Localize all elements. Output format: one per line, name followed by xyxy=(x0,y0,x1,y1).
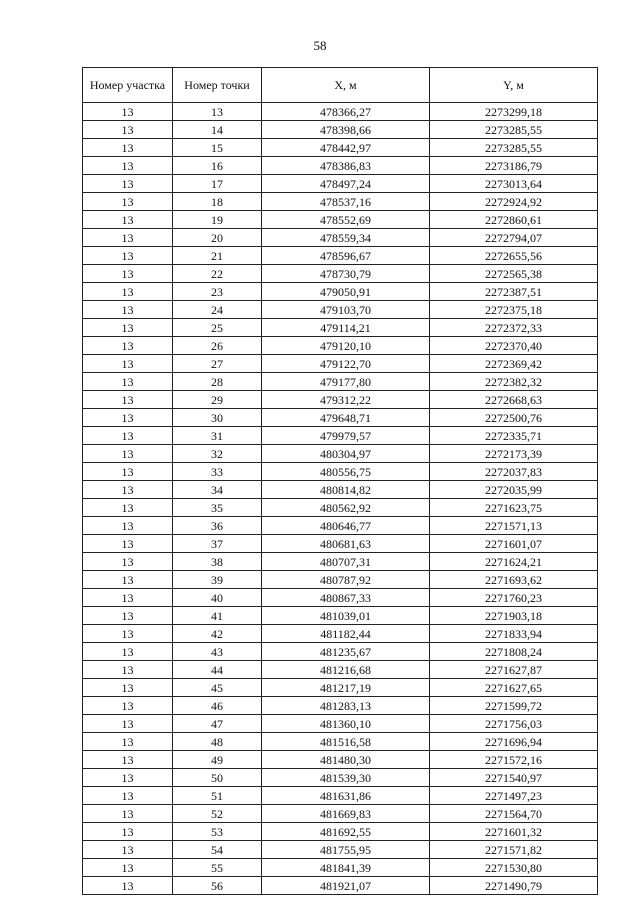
table-row xyxy=(83,661,598,679)
cell-point-number: 25 xyxy=(173,319,262,337)
table-row xyxy=(83,139,598,157)
cell-point-number: 48 xyxy=(173,733,262,751)
cell-x-coordinate: 479177,80 xyxy=(262,373,430,391)
cell-y-coordinate: 2271497,23 xyxy=(430,787,598,805)
cell-plot-number: 13 xyxy=(83,571,173,589)
cell-plot-number: 13 xyxy=(83,823,173,841)
table-row xyxy=(83,391,598,409)
cell-y-coordinate: 2271490,79 xyxy=(430,877,598,895)
cell-x-coordinate: 481217,19 xyxy=(262,679,430,697)
table-row xyxy=(83,157,598,175)
cell-plot-number: 13 xyxy=(83,409,173,427)
cell-point-number: 29 xyxy=(173,391,262,409)
cell-point-number: 46 xyxy=(173,697,262,715)
cell-y-coordinate: 2271760,23 xyxy=(430,589,598,607)
table-row xyxy=(83,193,598,211)
table-row xyxy=(83,499,598,517)
cell-x-coordinate: 481182,44 xyxy=(262,625,430,643)
table-body xyxy=(83,103,598,895)
cell-y-coordinate: 2271756,03 xyxy=(430,715,598,733)
table-row xyxy=(83,571,598,589)
table-row xyxy=(83,877,598,895)
table-row xyxy=(83,247,598,265)
cell-plot-number: 13 xyxy=(83,157,173,175)
cell-x-coordinate: 480814,82 xyxy=(262,481,430,499)
cell-y-coordinate: 2271903,18 xyxy=(430,607,598,625)
cell-y-coordinate: 2273186,79 xyxy=(430,157,598,175)
cell-plot-number: 13 xyxy=(83,211,173,229)
cell-x-coordinate: 481631,86 xyxy=(262,787,430,805)
cell-x-coordinate: 478497,24 xyxy=(262,175,430,193)
cell-y-coordinate: 2271624,21 xyxy=(430,553,598,571)
cell-plot-number: 13 xyxy=(83,301,173,319)
cell-plot-number: 13 xyxy=(83,769,173,787)
cell-y-coordinate: 2271571,82 xyxy=(430,841,598,859)
cell-y-coordinate: 2272372,33 xyxy=(430,319,598,337)
cell-point-number: 44 xyxy=(173,661,262,679)
header-point-number: Номер точки xyxy=(173,68,262,103)
cell-point-number: 39 xyxy=(173,571,262,589)
cell-plot-number: 13 xyxy=(83,787,173,805)
cell-plot-number: 13 xyxy=(83,175,173,193)
table-row xyxy=(83,769,598,787)
cell-plot-number: 13 xyxy=(83,877,173,895)
cell-y-coordinate: 2272565,38 xyxy=(430,265,598,283)
table-row xyxy=(83,751,598,769)
cell-x-coordinate: 478398,66 xyxy=(262,121,430,139)
cell-point-number: 40 xyxy=(173,589,262,607)
cell-x-coordinate: 480646,77 xyxy=(262,517,430,535)
cell-point-number: 36 xyxy=(173,517,262,535)
cell-plot-number: 13 xyxy=(83,319,173,337)
cell-plot-number: 13 xyxy=(83,499,173,517)
cell-point-number: 56 xyxy=(173,877,262,895)
cell-x-coordinate: 481692,55 xyxy=(262,823,430,841)
cell-y-coordinate: 2273013,64 xyxy=(430,175,598,193)
cell-plot-number: 13 xyxy=(83,751,173,769)
cell-x-coordinate: 481755,95 xyxy=(262,841,430,859)
table-row xyxy=(83,427,598,445)
cell-plot-number: 13 xyxy=(83,643,173,661)
cell-point-number: 45 xyxy=(173,679,262,697)
cell-x-coordinate: 478730,79 xyxy=(262,265,430,283)
cell-y-coordinate: 2271696,94 xyxy=(430,733,598,751)
table-row xyxy=(83,463,598,481)
cell-y-coordinate: 2271623,75 xyxy=(430,499,598,517)
cell-plot-number: 13 xyxy=(83,463,173,481)
cell-point-number: 16 xyxy=(173,157,262,175)
cell-y-coordinate: 2271627,87 xyxy=(430,661,598,679)
cell-x-coordinate: 481039,01 xyxy=(262,607,430,625)
cell-plot-number: 13 xyxy=(83,139,173,157)
table-row xyxy=(83,679,598,697)
cell-plot-number: 13 xyxy=(83,517,173,535)
table-row xyxy=(83,283,598,301)
table-row xyxy=(83,607,598,625)
cell-x-coordinate: 479050,91 xyxy=(262,283,430,301)
cell-point-number: 14 xyxy=(173,121,262,139)
cell-point-number: 51 xyxy=(173,787,262,805)
cell-x-coordinate: 478442,97 xyxy=(262,139,430,157)
cell-plot-number: 13 xyxy=(83,859,173,877)
cell-point-number: 22 xyxy=(173,265,262,283)
cell-x-coordinate: 479312,22 xyxy=(262,391,430,409)
cell-y-coordinate: 2271627,65 xyxy=(430,679,598,697)
cell-plot-number: 13 xyxy=(83,481,173,499)
cell-x-coordinate: 480304,97 xyxy=(262,445,430,463)
cell-point-number: 19 xyxy=(173,211,262,229)
table-row xyxy=(83,175,598,193)
cell-x-coordinate: 478596,67 xyxy=(262,247,430,265)
cell-x-coordinate: 481921,07 xyxy=(262,877,430,895)
cell-y-coordinate: 2272370,40 xyxy=(430,337,598,355)
table-row xyxy=(83,517,598,535)
cell-plot-number: 13 xyxy=(83,103,173,121)
cell-point-number: 47 xyxy=(173,715,262,733)
cell-plot-number: 13 xyxy=(83,445,173,463)
cell-point-number: 33 xyxy=(173,463,262,481)
cell-point-number: 20 xyxy=(173,229,262,247)
cell-plot-number: 13 xyxy=(83,247,173,265)
cell-point-number: 32 xyxy=(173,445,262,463)
cell-point-number: 43 xyxy=(173,643,262,661)
cell-plot-number: 13 xyxy=(83,733,173,751)
table-row xyxy=(83,643,598,661)
cell-y-coordinate: 2271540,97 xyxy=(430,769,598,787)
cell-y-coordinate: 2272668,63 xyxy=(430,391,598,409)
cell-y-coordinate: 2272387,51 xyxy=(430,283,598,301)
table-row xyxy=(83,805,598,823)
table-row xyxy=(83,535,598,553)
page-number: 58 xyxy=(313,38,327,53)
cell-y-coordinate: 2271601,07 xyxy=(430,535,598,553)
cell-point-number: 34 xyxy=(173,481,262,499)
header-plot-number: Номер участка xyxy=(83,68,173,103)
cell-point-number: 28 xyxy=(173,373,262,391)
cell-plot-number: 13 xyxy=(83,715,173,733)
table-row xyxy=(83,823,598,841)
cell-y-coordinate: 2273285,55 xyxy=(430,139,598,157)
cell-point-number: 18 xyxy=(173,193,262,211)
cell-y-coordinate: 2272794,07 xyxy=(430,229,598,247)
cell-plot-number: 13 xyxy=(83,697,173,715)
cell-plot-number: 13 xyxy=(83,805,173,823)
cell-plot-number: 13 xyxy=(83,391,173,409)
table-row xyxy=(83,697,598,715)
cell-x-coordinate: 478537,16 xyxy=(262,193,430,211)
table-row xyxy=(83,787,598,805)
cell-plot-number: 13 xyxy=(83,193,173,211)
cell-plot-number: 13 xyxy=(83,553,173,571)
cell-point-number: 41 xyxy=(173,607,262,625)
cell-y-coordinate: 2271599,72 xyxy=(430,697,598,715)
table-row xyxy=(83,859,598,877)
cell-y-coordinate: 2271564,70 xyxy=(430,805,598,823)
cell-x-coordinate: 481516,58 xyxy=(262,733,430,751)
cell-point-number: 38 xyxy=(173,553,262,571)
table-row xyxy=(83,481,598,499)
cell-point-number: 26 xyxy=(173,337,262,355)
cell-y-coordinate: 2272655,56 xyxy=(430,247,598,265)
cell-point-number: 54 xyxy=(173,841,262,859)
table-row xyxy=(83,319,598,337)
cell-point-number: 50 xyxy=(173,769,262,787)
cell-point-number: 37 xyxy=(173,535,262,553)
cell-y-coordinate: 2271601,32 xyxy=(430,823,598,841)
coordinates-table xyxy=(82,67,598,895)
cell-plot-number: 13 xyxy=(83,337,173,355)
cell-plot-number: 13 xyxy=(83,625,173,643)
table-row xyxy=(83,733,598,751)
cell-point-number: 35 xyxy=(173,499,262,517)
cell-plot-number: 13 xyxy=(83,229,173,247)
cell-y-coordinate: 2272173,39 xyxy=(430,445,598,463)
cell-x-coordinate: 478559,34 xyxy=(262,229,430,247)
cell-y-coordinate: 2271530,80 xyxy=(430,859,598,877)
cell-plot-number: 13 xyxy=(83,661,173,679)
cell-x-coordinate: 481283,13 xyxy=(262,697,430,715)
cell-x-coordinate: 479979,57 xyxy=(262,427,430,445)
cell-y-coordinate: 2272500,76 xyxy=(430,409,598,427)
cell-x-coordinate: 481216,68 xyxy=(262,661,430,679)
cell-x-coordinate: 479122,70 xyxy=(262,355,430,373)
cell-x-coordinate: 481360,10 xyxy=(262,715,430,733)
cell-x-coordinate: 480707,31 xyxy=(262,553,430,571)
cell-y-coordinate: 2272335,71 xyxy=(430,427,598,445)
cell-x-coordinate: 481480,30 xyxy=(262,751,430,769)
cell-x-coordinate: 478366,27 xyxy=(262,103,430,121)
cell-y-coordinate: 2272035,99 xyxy=(430,481,598,499)
table-row xyxy=(83,103,598,121)
cell-plot-number: 13 xyxy=(83,841,173,859)
cell-plot-number: 13 xyxy=(83,427,173,445)
cell-x-coordinate: 481669,83 xyxy=(262,805,430,823)
table-row xyxy=(83,337,598,355)
cell-x-coordinate: 479648,71 xyxy=(262,409,430,427)
table-row xyxy=(83,409,598,427)
cell-point-number: 13 xyxy=(173,103,262,121)
table-row xyxy=(83,715,598,733)
cell-point-number: 31 xyxy=(173,427,262,445)
cell-y-coordinate: 2272924,92 xyxy=(430,193,598,211)
cell-point-number: 15 xyxy=(173,139,262,157)
cell-x-coordinate: 480562,92 xyxy=(262,499,430,517)
header-row xyxy=(83,68,598,103)
table-row xyxy=(83,841,598,859)
cell-plot-number: 13 xyxy=(83,679,173,697)
cell-point-number: 53 xyxy=(173,823,262,841)
cell-point-number: 52 xyxy=(173,805,262,823)
cell-point-number: 49 xyxy=(173,751,262,769)
header-x-coordinate: X, м xyxy=(262,68,430,103)
table-row xyxy=(83,301,598,319)
cell-point-number: 17 xyxy=(173,175,262,193)
cell-plot-number: 13 xyxy=(83,283,173,301)
cell-x-coordinate: 479103,70 xyxy=(262,301,430,319)
cell-y-coordinate: 2271808,24 xyxy=(430,643,598,661)
cell-point-number: 55 xyxy=(173,859,262,877)
header-y-coordinate: Y, м xyxy=(430,68,598,103)
cell-x-coordinate: 480787,92 xyxy=(262,571,430,589)
table-row xyxy=(83,445,598,463)
cell-point-number: 24 xyxy=(173,301,262,319)
cell-y-coordinate: 2273285,55 xyxy=(430,121,598,139)
cell-x-coordinate: 481235,67 xyxy=(262,643,430,661)
cell-x-coordinate: 481539,30 xyxy=(262,769,430,787)
table-row xyxy=(83,229,598,247)
cell-y-coordinate: 2272037,83 xyxy=(430,463,598,481)
cell-x-coordinate: 480681,63 xyxy=(262,535,430,553)
cell-x-coordinate: 479114,21 xyxy=(262,319,430,337)
cell-x-coordinate: 480556,75 xyxy=(262,463,430,481)
table-row xyxy=(83,625,598,643)
cell-plot-number: 13 xyxy=(83,265,173,283)
table-row xyxy=(83,355,598,373)
cell-plot-number: 13 xyxy=(83,355,173,373)
cell-plot-number: 13 xyxy=(83,589,173,607)
cell-plot-number: 13 xyxy=(83,121,173,139)
cell-x-coordinate: 478552,69 xyxy=(262,211,430,229)
cell-x-coordinate: 479120,10 xyxy=(262,337,430,355)
cell-plot-number: 13 xyxy=(83,535,173,553)
cell-y-coordinate: 2271572,16 xyxy=(430,751,598,769)
table-row xyxy=(83,121,598,139)
cell-point-number: 23 xyxy=(173,283,262,301)
table-header xyxy=(83,68,598,103)
cell-y-coordinate: 2271833,94 xyxy=(430,625,598,643)
cell-plot-number: 13 xyxy=(83,607,173,625)
table-row xyxy=(83,265,598,283)
cell-point-number: 27 xyxy=(173,355,262,373)
cell-x-coordinate: 478386,83 xyxy=(262,157,430,175)
cell-plot-number: 13 xyxy=(83,373,173,391)
table-row xyxy=(83,553,598,571)
cell-point-number: 30 xyxy=(173,409,262,427)
cell-x-coordinate: 481841,39 xyxy=(262,859,430,877)
cell-y-coordinate: 2272860,61 xyxy=(430,211,598,229)
cell-x-coordinate: 480867,33 xyxy=(262,589,430,607)
cell-y-coordinate: 2272369,42 xyxy=(430,355,598,373)
cell-y-coordinate: 2273299,18 xyxy=(430,103,598,121)
cell-y-coordinate: 2272375,18 xyxy=(430,301,598,319)
table-row xyxy=(83,373,598,391)
cell-y-coordinate: 2271571,13 xyxy=(430,517,598,535)
table-row xyxy=(83,589,598,607)
cell-y-coordinate: 2272382,32 xyxy=(430,373,598,391)
cell-point-number: 21 xyxy=(173,247,262,265)
table-row xyxy=(83,211,598,229)
cell-y-coordinate: 2271693,62 xyxy=(430,571,598,589)
cell-point-number: 42 xyxy=(173,625,262,643)
